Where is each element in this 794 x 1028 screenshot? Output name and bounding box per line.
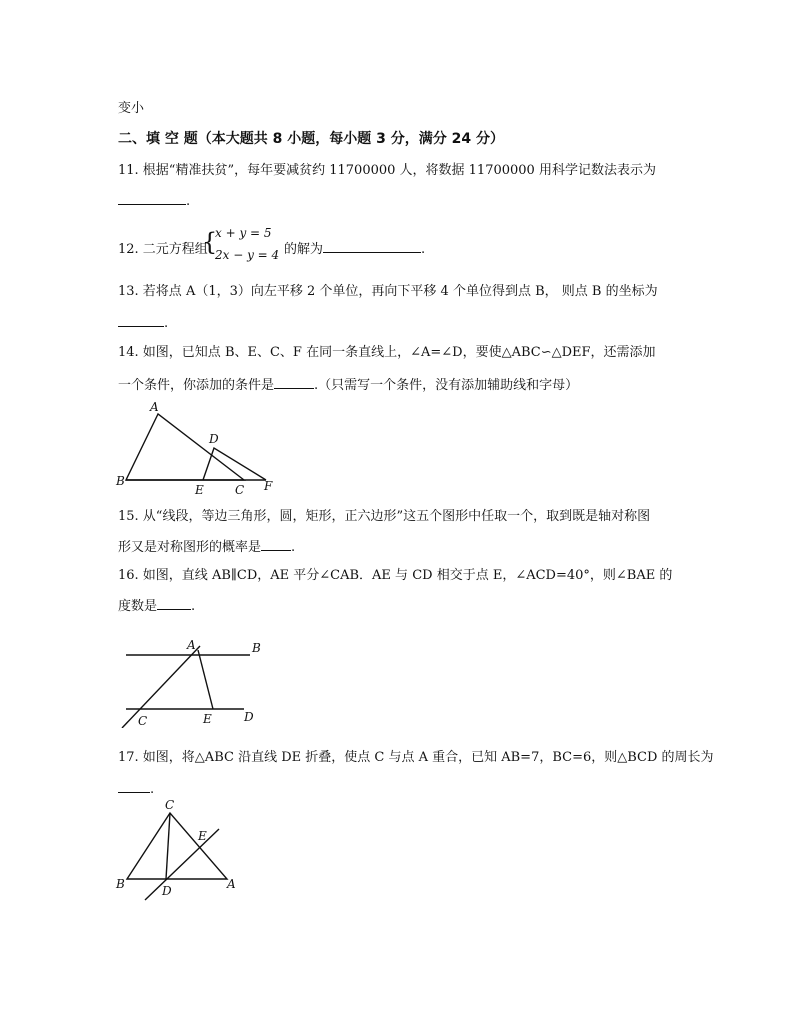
question-11: 11. 根据“精准扶贫”，每年要减贫约 11700000 人，将数据 11700000 用科学记数法表示为 <box>118 163 656 178</box>
label-C: C <box>235 483 245 497</box>
label-A: A <box>227 877 236 891</box>
question-16-text: 度数是 <box>118 599 158 614</box>
question-15-text: 形又是对称图形的概率是 <box>118 540 262 555</box>
triangle-def <box>203 448 266 480</box>
period: . <box>164 316 169 331</box>
question-16-line-2 <box>118 597 195 615</box>
triangle-abc <box>126 414 244 480</box>
answer-blank <box>118 314 164 327</box>
line-ae <box>198 650 213 709</box>
figure-14 <box>112 398 282 498</box>
period: . <box>150 782 155 797</box>
brace-icon: { <box>202 228 218 256</box>
question-15-line-1: 15. 从“线段，等边三角形，圆，矩形，正六边形”这五个图形中任取一个，取到既是轴对称图 <box>118 509 651 524</box>
answer-blank <box>274 376 314 389</box>
question-13: 13. 若将点 A（1，3）向左平移 2 个单位，再向下平移 4 个单位得到点 B， 则点 B 的坐标为 <box>118 284 658 299</box>
question-11-answer-line <box>118 192 190 210</box>
question-17-line-1: 17. 如图，将△ABC 沿直线 DE 折叠，使点 C 与点 A 重合，已知 AB=7，BC=6，则△BCD 的周长为 <box>118 750 714 765</box>
line-ca <box>122 646 200 728</box>
section-title: 二、填 空 题（本大题共 8 小题，每小题 3 分，满分 24 分） <box>118 131 504 147</box>
period: . <box>291 540 296 555</box>
label-C: C <box>138 714 148 728</box>
period: . <box>421 242 426 257</box>
answer-blank <box>323 240 421 253</box>
question-15-line-2 <box>118 538 295 556</box>
label-A: A <box>150 400 159 414</box>
question-13-answer-line <box>118 314 168 332</box>
question-12-prefix: 12. 二元方程组 <box>118 242 208 257</box>
label-D: D <box>162 884 172 898</box>
question-14-line-1: 14. 如图，已知点 B、E、C、F 在同一条直线上，∠A=∠D，要使△ABC∽△DEF，还需添加 <box>118 345 656 360</box>
question-14-note: .（只需写一个条件，没有添加辅助线和字母） <box>314 378 579 393</box>
label-E: E <box>195 483 204 497</box>
label-E: E <box>198 829 207 843</box>
label-B: B <box>252 641 261 655</box>
solution-label: 的解为 <box>284 242 324 257</box>
label-D: D <box>209 432 219 446</box>
label-B: B <box>116 877 125 891</box>
period: . <box>186 194 191 209</box>
figure-17 <box>112 796 242 902</box>
answer-blank <box>261 538 291 551</box>
answer-blank <box>118 780 150 793</box>
top-fragment: 变小 <box>118 101 145 116</box>
answer-blank <box>118 192 186 205</box>
label-D: D <box>244 710 254 724</box>
period: . <box>191 599 196 614</box>
fold-line-de <box>145 829 219 900</box>
question-14-text: 一个条件，你添加的条件是 <box>118 378 275 393</box>
label-E: E <box>203 712 212 726</box>
question-16-line-1: 16. 如图，直线 AB∥CD，AE 平分∠CAB．AE 与 CD 相交于点 E，∠ACD=40°，则∠BAE 的 <box>118 568 673 583</box>
figure-16 <box>112 628 272 728</box>
line-cd <box>166 813 170 879</box>
question-14-line-2 <box>118 376 578 394</box>
label-C: C <box>165 798 175 812</box>
label-A: A <box>187 638 196 652</box>
question-12-suffix <box>284 238 425 257</box>
label-F: F <box>264 479 273 493</box>
label-B: B <box>116 474 125 488</box>
equation-2: 2x − y = 4 <box>215 248 280 262</box>
answer-blank <box>157 597 191 610</box>
equation-1: x + y = 5 <box>215 226 272 240</box>
question-12 <box>118 226 458 266</box>
